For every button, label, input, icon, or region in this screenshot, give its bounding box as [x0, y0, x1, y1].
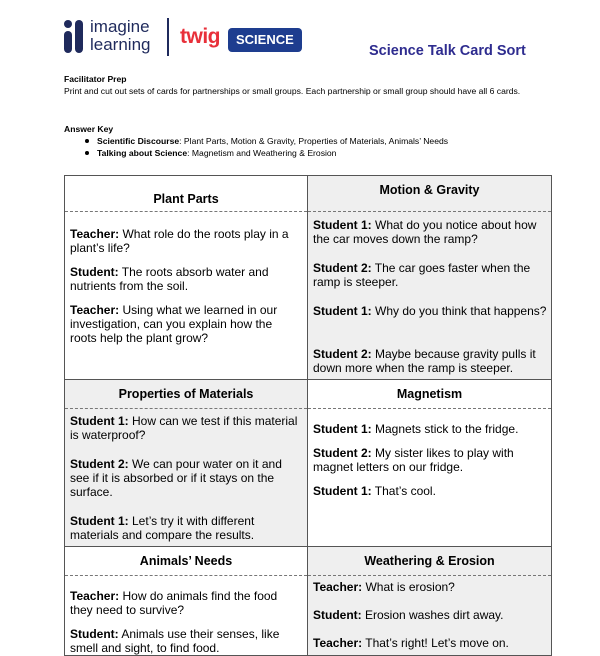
facilitator-prep: [64, 73, 544, 97]
dialogue-line: Student 1: Magnets stick to the fridge.: [313, 422, 519, 436]
answer-key-list: [64, 135, 544, 159]
answer-key-text: : Plant Parts, Motion & Gravity, Properties of Materials, Animals’ Needs: [179, 136, 449, 146]
twig-logo: twig: [180, 25, 220, 48]
dialogue-line: Student 1: Let’s try it with different materials and compare the results.: [70, 514, 255, 542]
answer-key-label: Talking about Science: [97, 148, 188, 158]
card-title-plant-parts: Plant Parts: [153, 192, 219, 206]
science-badge: SCIENCE: [228, 28, 302, 52]
dialogue-line: Teacher: What role do the roots play in a plant’s life?: [70, 227, 289, 255]
page-title: Science Talk Card Sort: [369, 43, 526, 59]
answer-key-heading: Answer Key: [64, 124, 114, 134]
dialogue-line: Student: Animals use their senses, like smell and sight, to find food.: [70, 627, 280, 655]
dialogue-line: Student 2: Maybe because gravity pulls it down more when the ramp is steeper.: [313, 347, 536, 375]
logo-divider: [167, 18, 169, 56]
title-separator: [65, 408, 307, 409]
dialogue-line: Teacher: That’s right! Let’s move on.: [313, 636, 509, 650]
title-separator: [65, 575, 307, 576]
title-separator: [308, 408, 551, 409]
answer-key-item: [97, 147, 544, 159]
dialogue-line: Teacher: What is erosion?: [313, 580, 455, 594]
answer-key-label: Scientific Discourse: [97, 136, 180, 146]
facilitator-prep-text: Print and cut out sets of cards for partnerships or small groups. Each partnership or small group should have all 6 cards.: [64, 86, 521, 96]
dialogue-line: Student 1: That’s cool.: [313, 484, 436, 498]
card-title-animals-needs: Animals’ Needs: [139, 554, 233, 568]
card-table: [64, 175, 552, 656]
answer-key: [64, 123, 544, 159]
card-title-motion-gravity: Motion & Gravity: [379, 183, 480, 197]
card-divider-row: [65, 379, 551, 380]
facilitator-prep-heading: Facilitator Prep: [64, 74, 127, 84]
card-divider-row: [65, 546, 551, 547]
dialogue-line: Student 1: Why do you think that happens?: [313, 304, 547, 318]
dialogue-line: Student: The roots absorb water and nutrients from the soil.: [70, 265, 269, 293]
dialogue-line: Student 1: What do you notice about how the car moves down the ramp?: [313, 218, 537, 246]
dialogue-line: Student: Erosion washes dirt away.: [313, 608, 504, 622]
dialogue-line: Teacher: How do animals find the food they need to survive?: [70, 589, 278, 617]
answer-key-text: : Magnetism and Weathering & Erosion: [187, 148, 337, 158]
dialogue-line: Student 2: The car goes faster when the ramp is steeper.: [313, 261, 531, 289]
answer-key-item: [97, 135, 544, 147]
title-separator: [65, 211, 307, 212]
title-separator: [308, 211, 551, 212]
logo-line-2: learning: [90, 35, 151, 54]
imagine-learning-logo-mark: [64, 20, 84, 54]
card-divider-vertical: [307, 176, 308, 655]
dialogue-line: Student 2: My sister likes to play with magnet letters on our fridge.: [313, 446, 514, 474]
dialogue-line: Teacher: Using what we learned in our investigation, can you explain how the roots help the plant grow?: [70, 303, 278, 345]
title-separator: [308, 575, 551, 576]
imagine-learning-wordmark: [90, 18, 151, 54]
card-title-weathering-erosion: Weathering & Erosion: [364, 554, 495, 568]
logo-line-1: imagine: [90, 17, 150, 36]
dialogue-line: Student 2: We can pour water on it and see if it is absorbed or if it stays on the surface.: [70, 457, 282, 499]
card-title-magnetism: Magnetism: [396, 387, 463, 401]
dialogue-line: Student 1: How can we test if this material is waterproof?: [70, 414, 298, 442]
card-title-properties-of-materials: Properties of Materials: [118, 387, 254, 401]
